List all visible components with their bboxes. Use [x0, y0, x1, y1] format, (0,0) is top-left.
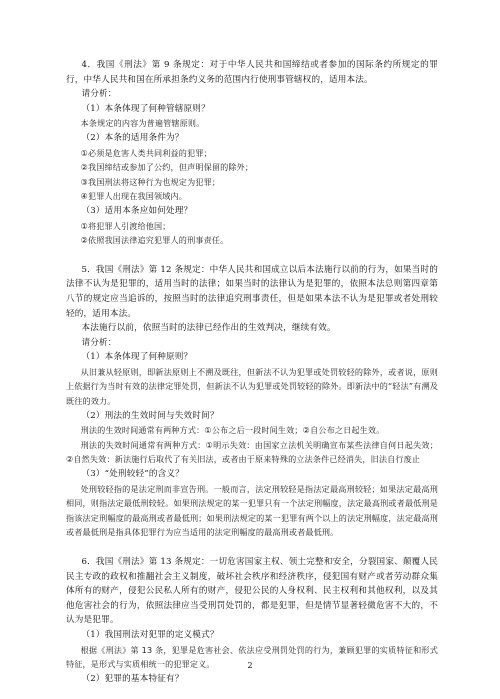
question-line: （1）我国刑法对犯罪的定义模式？: [81, 629, 219, 640]
page-number: 2: [247, 661, 253, 670]
question-line: （1）本条体现了何种原则？: [81, 352, 193, 363]
paragraph-line: 本法施行以前，依照当时的法律已经作出的生效判决，继续有效。: [81, 323, 336, 334]
answer-line: 刑法的生效时间通常有两种方式：①公布之后一段时间生效；②自公布之日起生效。: [80, 425, 385, 436]
answer-line: 根据《刑法》第 13 条，犯罪是危害社会、依法应受刑罚处罚的行为，兼顾犯罪的实质特征和形式特征，是形式与实质相统一的犯罪定义。: [66, 644, 438, 670]
section-gap: [66, 540, 438, 555]
question-line: （2）犯罪的基本特征有？: [81, 673, 184, 684]
question-line: （2）本条的适用条件为？: [81, 132, 184, 143]
question-line: （3）适用本条应如何处理？: [81, 205, 193, 216]
answer-line: 从旧兼从轻原则，即新法原则上不溯及既往，但新法不认为犯罪或处罚较轻的除外，或者说，原则上依据行为当时有效的法律定罪处罚，但新法不认为犯罪或处罚较轻的除外。即新法中的“轻法”有溯及既往的效力。: [66, 366, 438, 407]
answer-line: ④犯罪人出现在我国领域内。: [80, 191, 188, 202]
article-text: 6．我国《刑法》第 13 条规定：一切危害国家主权、领土完整和安全，分裂国家、颠覆人民民主专政的政权和推翻社会主义制度，破坏社会秩序和经济秩序，侵犯国有财产或者劳动群众集体所有的财产，侵犯公民私人所有的财产，侵犯公民的人身权利、民主权利和其他权利，以及其他危害社会的行为，依照法律应当受刑罚处罚的，都是犯罪，但是情节显著轻微危害不大的，不认为是犯罪。: [66, 557, 438, 626]
section-article-9: [66, 58, 438, 248]
prompt-line: 请分析：: [81, 89, 117, 100]
question-line: （1）本条体现了何种管辖原则？: [81, 103, 210, 114]
answer-line: ①将犯罪人引渡给他国；: [80, 220, 171, 231]
question-line: （3）“处刑较轻”的含义？: [81, 469, 184, 480]
answer-line: ②依照我国法律追究犯罪人的刑事责任。: [80, 235, 229, 246]
answer-line: ②我国缔结或参加了公约，但声明保留的除外；: [80, 162, 254, 173]
answer-line: ①必须是危害人类共同利益的犯罪；: [80, 147, 212, 158]
answer-line: 处刑较轻指的是法定刑而非宣告刑。一般而言，法定刑较轻是指法定最高刑较轻；如果法定最高刑相同，则指法定最低刑较轻。如果刑法规定的某一犯罪只有一个法定刑幅度，法定最高刑或者最低刑是指该法定刑幅度的最高刑或者最低刑；如果刑法规定的某一犯罪有两个以上的法定刑幅度，法定最高刑或者最低刑是指具体犯罪行为应当适用的法定刑幅度的最高刑或者最低刑。: [66, 483, 438, 538]
answer-line: ③我国刑法将这种行为也规定为犯罪；: [80, 176, 221, 187]
answer-line: 刑法的失效时间通常有两种方式：①明示失效：由国家立法机关明确宣布某些法律自何日起失效；②自然失效：新法施行后取代了有关旧法，或者由于原来特殊的立法条件已经消失，旧法自行废止: [66, 439, 438, 465]
prompt-line: 请分析：: [81, 337, 117, 348]
section-gap: [66, 248, 438, 263]
article-text: 5．我国《刑法》第 12 条规定：中华人民共和国成立以后本法施行以前的行为，如果当时的法律不认为是犯罪的，适用当时的法律；如果当时的法律认为是犯罪的，依照本法总则第四章第八节的规定应当追诉的，按照当时的法律追究刑事责任，但是如果本法不认为是犯罪或者处刑较轻的，适用本法。: [66, 264, 438, 319]
question-line: （2）刑法的生效时间与失效时间？: [81, 410, 219, 421]
answer-line: 本条规定的内容为普遍管辖原则。: [80, 118, 205, 129]
article-text: 4．我国《刑法》第 9 条规定：对于中华人民共和国缔结或者参加的国际条约所规定的罪行，中华人民共和国在所承担条约义务的范围内行使刑事管辖权的，适用本法。: [66, 60, 438, 85]
section-article-12: [66, 263, 438, 540]
